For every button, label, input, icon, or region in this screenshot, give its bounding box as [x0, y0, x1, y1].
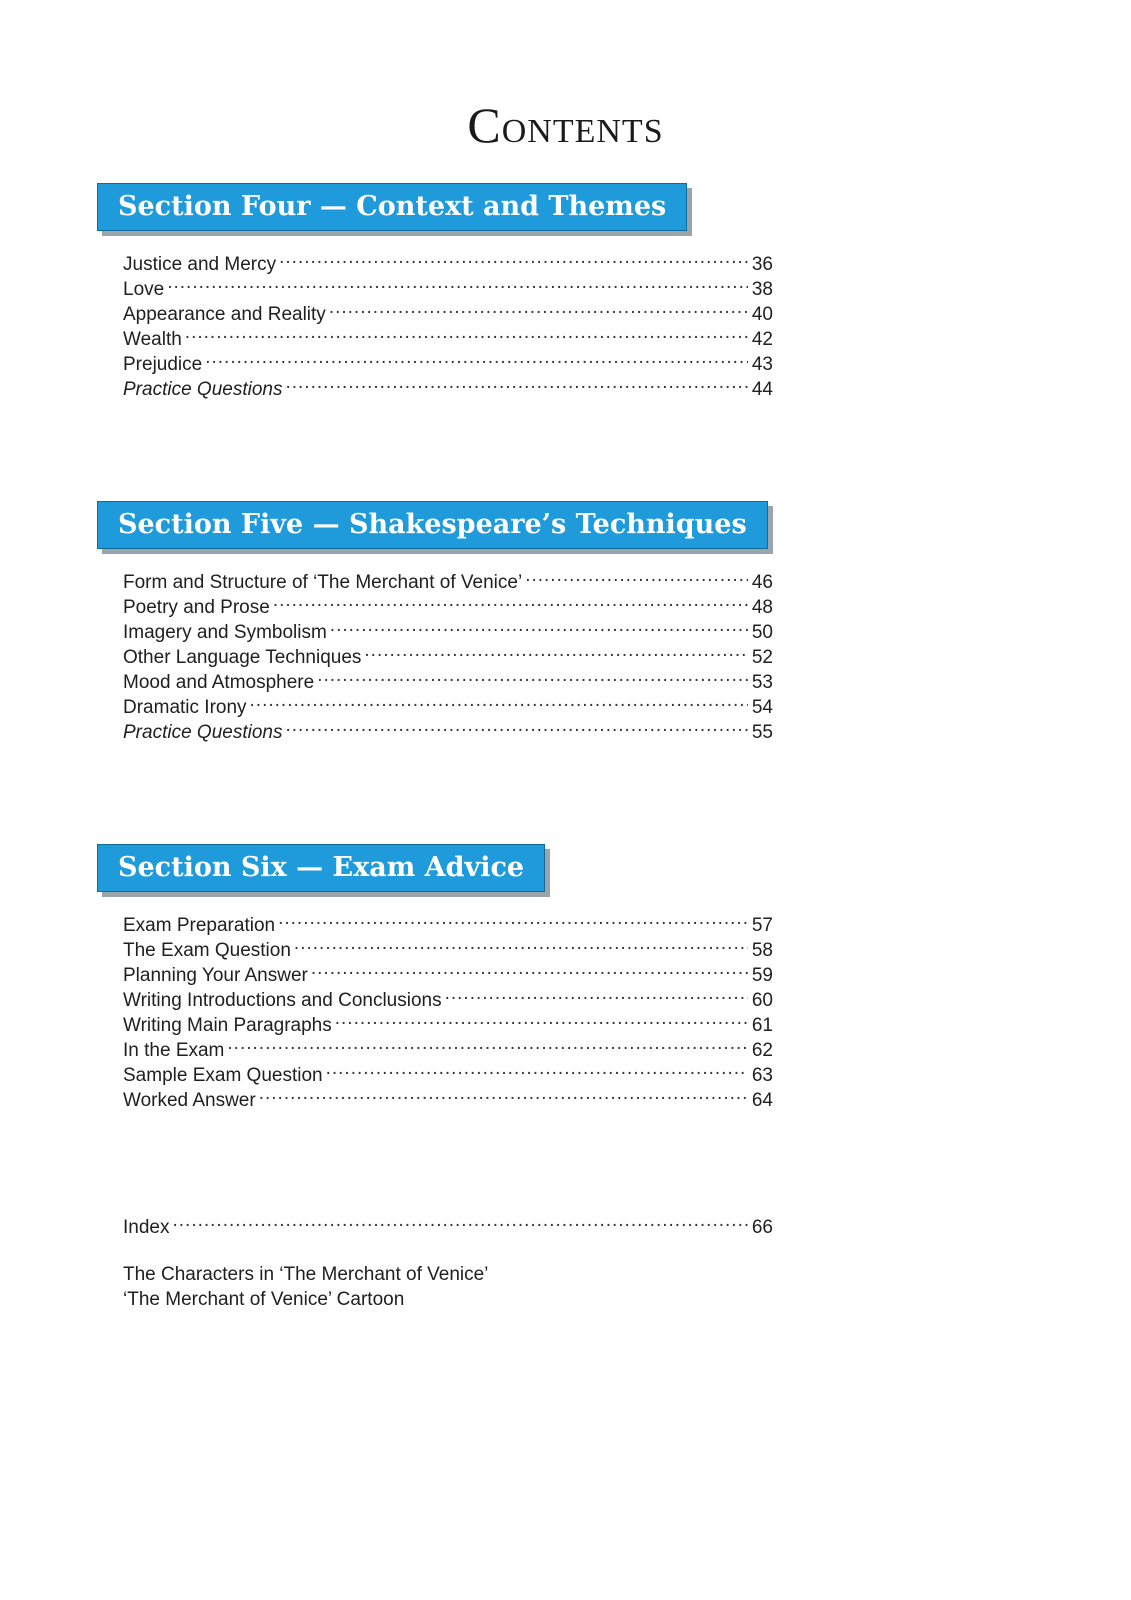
- toc-entry[interactable]: [123, 906, 773, 936]
- extra-item[interactable]: The Characters in ‘The Merchant of Venice’: [123, 1264, 489, 1285]
- toc-entry-label: Worked Answer: [123, 1090, 256, 1111]
- extra-item[interactable]: ‘The Merchant of Venice’ Cartoon: [123, 1289, 405, 1310]
- dot-leader: [364, 638, 748, 663]
- dot-leader: [326, 1056, 748, 1081]
- title-first-letter: C: [467, 97, 502, 153]
- dot-leader: [205, 345, 748, 370]
- toc-entry-label: Practice Questions: [123, 722, 283, 743]
- toc-list: [123, 906, 773, 1111]
- title-rest: ONTENTS: [501, 113, 664, 150]
- toc-list: [123, 563, 773, 743]
- toc-entry[interactable]: [123, 270, 773, 300]
- dot-leader: [294, 931, 748, 956]
- toc-entry-label: Justice and Mercy: [123, 254, 277, 275]
- toc-entry-label: The Exam Question: [123, 940, 291, 961]
- toc-entry-label: Writing Main Paragraphs: [123, 1015, 332, 1036]
- toc-entry-label: Prejudice: [123, 354, 203, 375]
- toc-entry[interactable]: [123, 563, 773, 593]
- toc-entry-page: 36: [751, 254, 773, 275]
- toc-entry-page: 60: [751, 990, 773, 1011]
- toc-entry-label: Writing Introductions and Conclusions: [123, 990, 442, 1011]
- dot-leader: [167, 270, 748, 295]
- dot-leader: [330, 613, 748, 638]
- toc-entry-label: Love: [123, 279, 165, 300]
- toc-entry-label: Wealth: [123, 329, 182, 350]
- toc-entry[interactable]: [123, 320, 773, 350]
- section-heading: Section Four — Context and Themes: [97, 183, 687, 231]
- toc-entry-page: 48: [751, 597, 773, 618]
- toc-entry-label: Other Language Techniques: [123, 647, 362, 668]
- toc-entry-label: Mood and Atmosphere: [123, 672, 315, 693]
- toc-entry-page: 59: [751, 965, 773, 986]
- toc-entry-page: 40: [751, 304, 773, 325]
- section-heading: Section Five — Shakespeare’s Techniques: [97, 501, 768, 549]
- dot-leader: [273, 588, 748, 613]
- toc-entry-page: 38: [751, 279, 773, 300]
- index-entry-page: 66: [751, 1217, 773, 1238]
- toc-entry-label: Planning Your Answer: [123, 965, 308, 986]
- toc-entry-label: Sample Exam Question: [123, 1065, 323, 1086]
- dot-leader: [278, 906, 748, 931]
- toc-entry[interactable]: [123, 295, 773, 325]
- toc-entry-label: Dramatic Irony: [123, 697, 247, 718]
- dot-leader: [285, 370, 748, 395]
- dot-leader: [172, 1208, 748, 1233]
- dot-leader: [185, 320, 748, 345]
- toc-entry-page: 42: [751, 329, 773, 350]
- toc-entry-page: 46: [751, 572, 773, 593]
- toc-entry-label: Poetry and Prose: [123, 597, 270, 618]
- dot-leader: [250, 688, 748, 713]
- toc-entry-page: 55: [751, 722, 773, 743]
- toc-entry-label: Form and Structure of ‘The Merchant of Venice’: [123, 572, 523, 593]
- toc-entry-label: Practice Questions: [123, 379, 283, 400]
- dot-leader: [445, 981, 748, 1006]
- dot-leader: [227, 1031, 748, 1056]
- dot-leader: [335, 1006, 748, 1031]
- index-entry-label: Index: [123, 1217, 170, 1238]
- toc-entry-page: 64: [751, 1090, 773, 1111]
- dot-leader: [259, 1081, 748, 1106]
- dot-leader: [317, 663, 748, 688]
- toc-entry-page: 62: [751, 1040, 773, 1061]
- extras-list: [123, 1262, 488, 1312]
- toc-entry-label: Appearance and Reality: [123, 304, 326, 325]
- toc-entry-label: Imagery and Symbolism: [123, 622, 327, 643]
- dot-leader: [311, 956, 748, 981]
- toc-entry-page: 50: [751, 622, 773, 643]
- toc-entry-page: 61: [751, 1015, 773, 1036]
- toc-list: [123, 245, 773, 400]
- toc-entry-page: 43: [751, 354, 773, 375]
- dot-leader: [525, 563, 748, 588]
- toc-entry-label: In the Exam: [123, 1040, 225, 1061]
- toc-entry-page: 52: [751, 647, 773, 668]
- toc-entry-page: 57: [751, 915, 773, 936]
- dot-leader: [329, 295, 748, 320]
- toc-entry-page: 58: [751, 940, 773, 961]
- toc-entry-page: 53: [751, 672, 773, 693]
- toc-entry-page: 63: [751, 1065, 773, 1086]
- toc-entry-label: Exam Preparation: [123, 915, 276, 936]
- toc-entry[interactable]: [123, 345, 773, 375]
- dot-leader: [279, 245, 748, 270]
- dot-leader: [285, 713, 748, 738]
- toc-entry[interactable]: [123, 245, 773, 275]
- page-title: [0, 96, 1131, 154]
- section-heading: Section Six — Exam Advice: [97, 844, 545, 892]
- toc-entry[interactable]: [123, 370, 773, 400]
- toc-entry-page: 44: [751, 379, 773, 400]
- index-list: [123, 1208, 773, 1238]
- toc-entry-page: 54: [751, 697, 773, 718]
- index-entry[interactable]: [123, 1208, 773, 1238]
